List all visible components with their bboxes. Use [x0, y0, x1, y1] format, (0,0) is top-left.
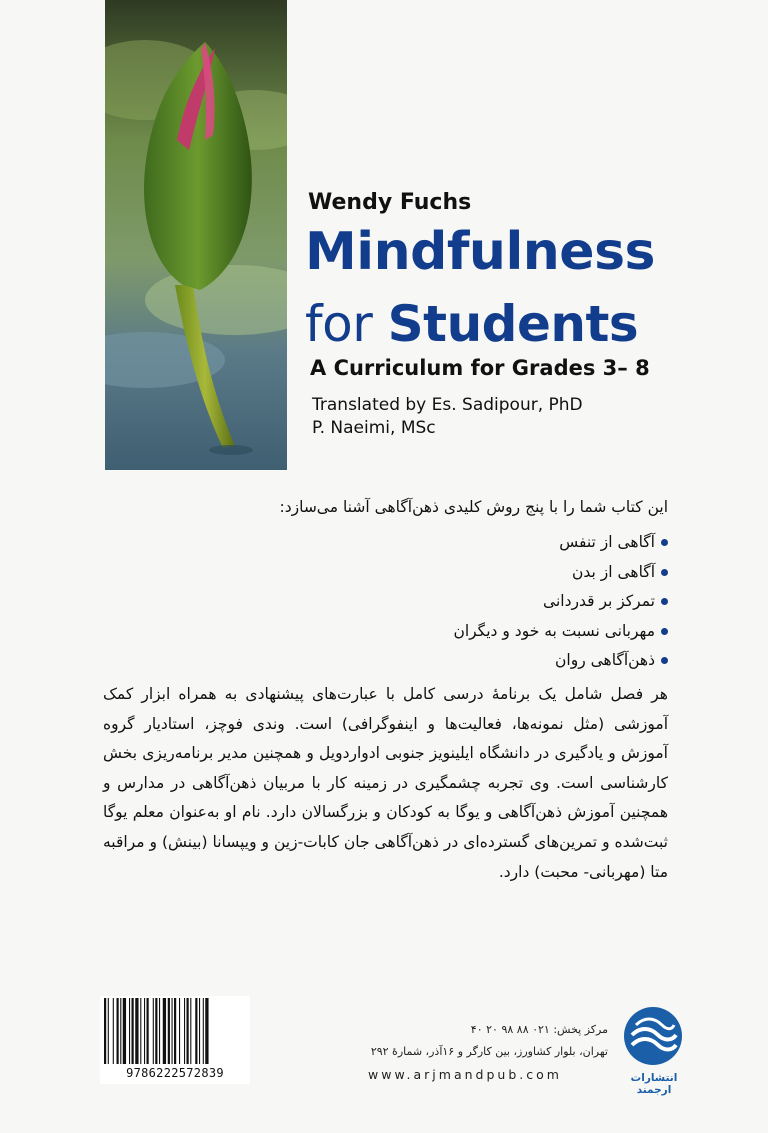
- method-label: تمرکز بر قدردانی: [543, 592, 655, 610]
- barcode-bar: [140, 998, 141, 1064]
- barcode-bar: [113, 998, 114, 1064]
- list-item: [453, 646, 668, 676]
- title-word-students: Students: [387, 295, 639, 353]
- barcode-bar: [203, 998, 204, 1064]
- translator-line-1: Translated by Es. Sadipour, PhD: [312, 395, 583, 415]
- barcode-bar: [123, 998, 126, 1064]
- translator-line-2: P. Naeimi, MSc: [312, 418, 436, 438]
- barcode-bar: [205, 998, 208, 1064]
- list-item: [453, 558, 668, 588]
- description-paragraph: هر فصل شامل یک برنامهٔ درسی کامل با عبارت‌های پیشنهادی به همراه ابزار کمک آموزشی (مثل نمونه‌ها، فعالیت‌ها و اینفوگرافی) است. وندی فوچز، استادیار گروه آموزش و یادگیری در دانشگاه ایلینویز جنوبی ادواردویل و همچنین مدیر برنامه‌ریزی بخش کارشناسی است. وی تجربه چشمگیری در زمینه کار با مربیان ذهن‌آگاهی در مدارس و همچنین آموزش ذهن‌آگاهی و یوگا به کودکان و بزرگسالان دارد. نام او به‌عنوان معلم یوگا ثبت‌شده و تمرین‌های گسترده‌ای در ذهن‌آگاهی جان کابات-زین و ویپسانا (بینش) و مراقبه متا (مهربانی- محبت) دارد.: [103, 685, 668, 881]
- list-item: [453, 587, 668, 617]
- barcode-bar: [179, 998, 180, 1064]
- bullet-icon: [661, 657, 668, 664]
- barcode-bar: [195, 998, 197, 1064]
- method-label: مهربانی نسبت به خود و دیگران: [453, 621, 655, 640]
- bullet-icon: [661, 598, 668, 605]
- barcode-bar: [168, 998, 170, 1064]
- book-title-line1: Mindfulness: [305, 222, 655, 282]
- publisher-address: تهران، بلوار کشاورز، بین کارگر و ۱۶آذر، شمارهٔ ۲۹۲: [370, 1045, 608, 1058]
- distribution-phone: مرکز پخش: ۰۲۱ ۸۸ ۹۸ ۲۰ ۴۰: [470, 1023, 608, 1036]
- publisher-logo-icon: [622, 1005, 684, 1067]
- list-item: [453, 528, 668, 558]
- barcode-bar: [108, 998, 109, 1064]
- barcode-bar: [172, 998, 173, 1064]
- bullet-icon: [661, 569, 668, 576]
- barcode-bar: [159, 998, 160, 1064]
- method-label: ذهن‌آگاهی روان: [555, 651, 655, 669]
- barcode-bar: [199, 998, 200, 1064]
- barcode-bar: [104, 998, 106, 1064]
- title-word-for: for: [305, 295, 373, 353]
- list-item: [453, 617, 668, 647]
- cover-photo-lotus-bud: [105, 0, 287, 470]
- publisher-name: انتشارات ارجمند: [630, 1072, 678, 1096]
- author-name: Wendy Fuchs: [308, 190, 472, 215]
- method-label: آگاهی از تنفس: [559, 533, 655, 551]
- barcode-bar: [132, 998, 134, 1064]
- book-subtitle: A Curriculum for Grades 3– 8: [310, 356, 650, 380]
- publisher-website: www.arjmandpub.com: [368, 1067, 562, 1082]
- barcode-bar: [147, 998, 149, 1064]
- barcode-bar: [187, 998, 189, 1064]
- barcode-bar: [153, 998, 154, 1064]
- methods-list: [453, 528, 668, 676]
- barcode-bar: [190, 998, 191, 1064]
- barcode-bar: [155, 998, 157, 1064]
- bullet-icon: [661, 539, 668, 546]
- barcode-bar: [144, 998, 145, 1064]
- barcode-bar: [184, 998, 185, 1064]
- barcode-bar: [163, 998, 166, 1064]
- description-intro: این کتاب شما را با پنج روش کلیدی ذهن‌آگاهی آشنا می‌سازد:: [279, 498, 668, 516]
- isbn-number: 9786222572839: [100, 1066, 250, 1080]
- barcode-bar: [120, 998, 121, 1064]
- barcode-bar: [135, 998, 138, 1064]
- bullet-icon: [661, 628, 668, 635]
- method-label: آگاهی از بدن: [572, 562, 655, 581]
- barcode-bar: [117, 998, 119, 1064]
- book-title-line2: [305, 294, 638, 354]
- barcode-bar: [129, 998, 130, 1064]
- barcode-bar: [174, 998, 176, 1064]
